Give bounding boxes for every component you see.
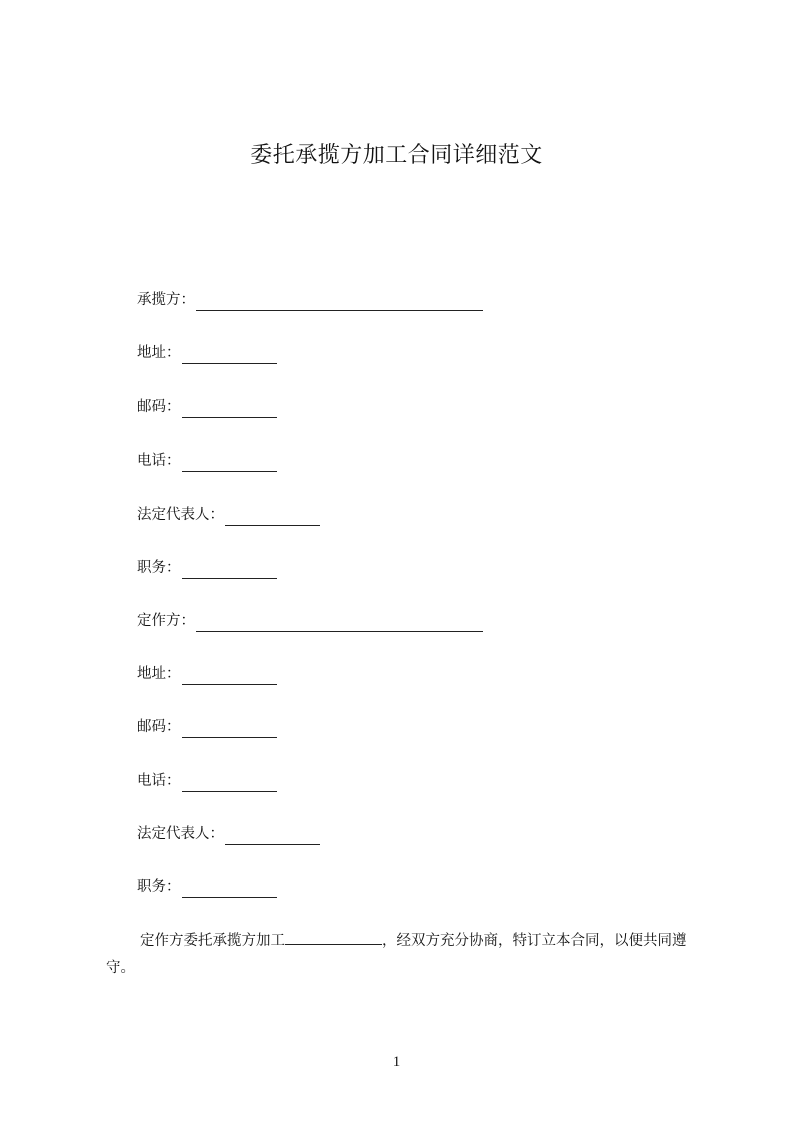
contractor-position-field [137,557,277,579]
orderer-legal-rep-blank[interactable] [225,828,320,845]
contractor-legal-rep-blank[interactable] [225,509,320,526]
orderer-legal-rep-label: 法定代表人： [137,826,224,842]
contractor-postcode-label: 邮码： [137,399,181,415]
orderer-address-blank[interactable] [182,668,277,685]
contractor-phone-field [137,450,277,472]
orderer-legal-rep-field [137,823,320,845]
contractor-blank[interactable] [196,294,483,311]
document-title: 委托承揽方加工合同详细范文 [250,143,543,168]
orderer-blank[interactable] [196,615,483,632]
orderer-address-field [137,663,277,685]
contractor-address-label: 地址： [137,345,181,361]
orderer-address-label: 地址： [137,666,181,682]
orderer-phone-field [137,770,277,792]
orderer-label: 定作方： [137,613,195,629]
orderer-position-label: 职务： [137,879,181,895]
contractor-phone-blank[interactable] [182,455,277,472]
contractor-legal-rep-label: 法定代表人： [137,507,224,523]
paragraph-text-before: 定作方委托承揽方加工 [140,933,285,949]
contractor-label: 承揽方： [137,292,195,308]
orderer-phone-label: 电话： [137,773,181,789]
paragraph-text-after: ，经双方充分协商，特订立本合同，以便共同遵守。 [106,933,687,976]
contractor-field [137,289,483,311]
contractor-position-label: 职务： [137,560,181,576]
orderer-phone-blank[interactable] [182,775,277,792]
contractor-legal-rep-field [137,504,320,526]
contractor-address-blank[interactable] [182,347,277,364]
contractor-postcode-blank[interactable] [182,401,277,418]
contractor-phone-label: 电话： [137,453,181,469]
page-number: 1 [392,1054,401,1070]
orderer-postcode-label: 邮码： [137,719,181,735]
processing-item-blank[interactable] [285,930,382,945]
intro-paragraph [106,928,706,982]
orderer-position-blank[interactable] [182,881,277,898]
contractor-address-field [137,342,277,364]
orderer-position-field [137,876,277,898]
contractor-postcode-field [137,396,277,418]
contractor-position-blank[interactable] [182,562,277,579]
orderer-field [137,610,483,632]
orderer-postcode-field [137,716,277,738]
orderer-postcode-blank[interactable] [182,721,277,738]
